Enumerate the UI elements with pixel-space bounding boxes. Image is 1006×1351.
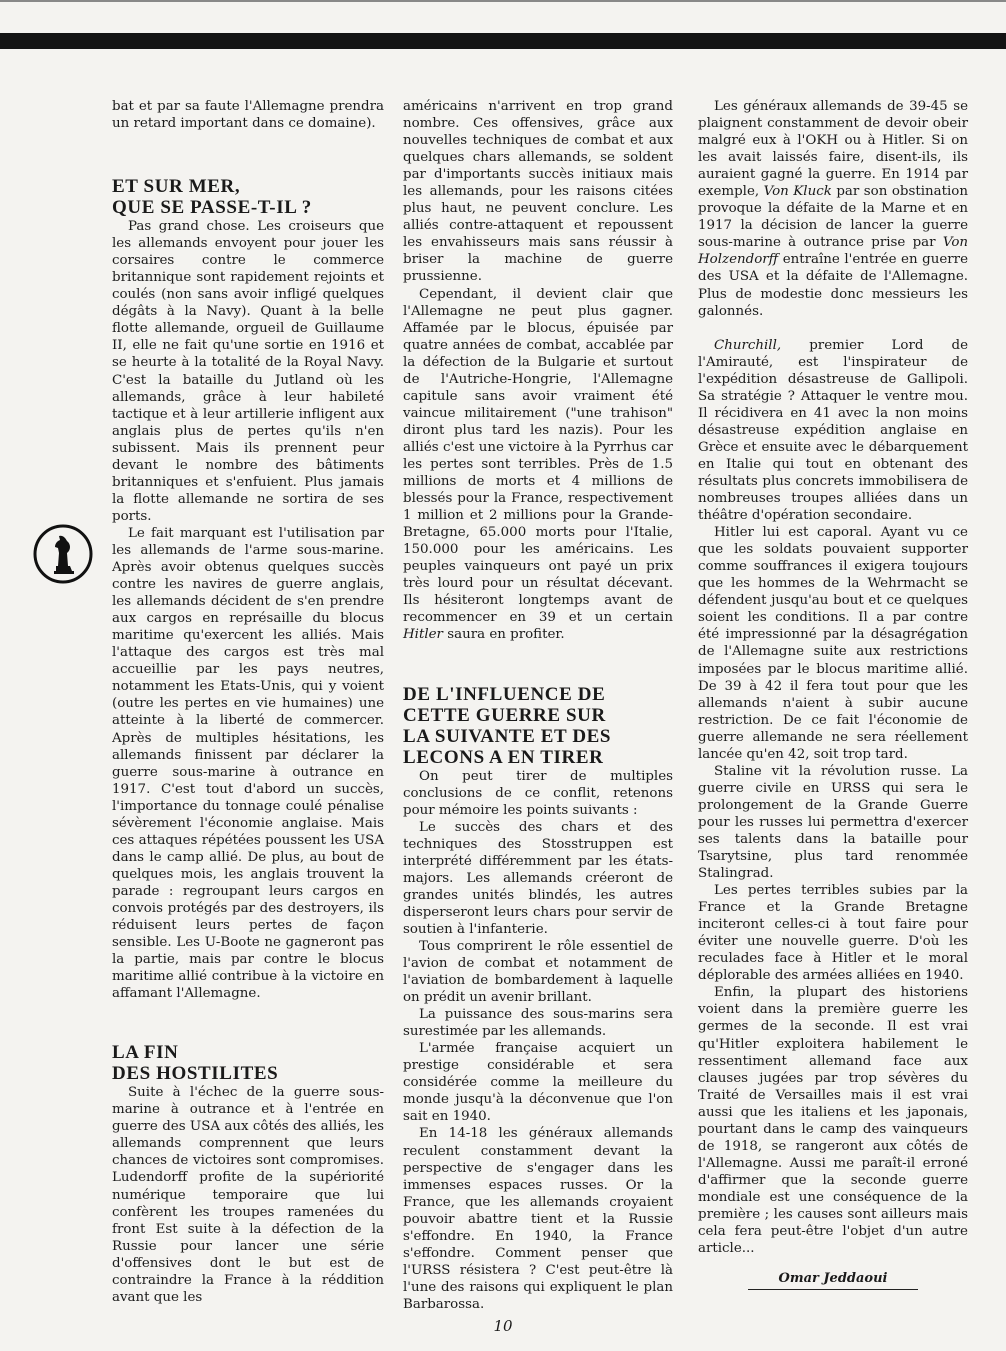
name-von-kluck: Von Kluck (763, 184, 832, 200)
column-middle (403, 98, 673, 1313)
paragraph-sea-1: Pas grand chose. Les croiseurs que les allemands envoyent pour jouer les corsaires contre le commerce britannique sont rapidement rejoints et coulés (non sans avoir infligé quelques dégâts à la Navy). Quant à la belle flotte allemande, orgueil de Guillaume II, elle ne fait qu'une sortie en 1916 et se heurte à la totalité de la Royal Navy. C'est la bataille du Jutland où les allemands, grâce à leur habileté tactique et à leur artillerie infligent aux anglais plus de pertes qu'ils n'en subissent. Mais ils prennent peur devant le nombre des bâtiments britanniques et s'enfuient. Plus jamais la flotte allemande ne sortira de ses ports. (112, 219, 384, 524)
name-churchill: Churchill, (714, 337, 782, 353)
p2-italic-name: Hitler (403, 627, 443, 643)
p2-text: Cependant, il devient clair que l'Allemagne ne peut plus gagner. Affamée par le blocus, épuisée par quatre années de combat, accablée par la défection de la Bulgarie et surtout de l'Autriche-Hongrie, l'Allemagne capitule sans avoir vraiment été vaincue militairement ("une trahison" diront plus tard les nazis). Pour les alliés c'est une victoire à la Pyrrhus car les pertes sont terribles. Près de 1.5 millions de morts et 4 millions de blessés pour la France, respectivement 1 million et 2 millions pour la Grande-Bretagne, 65.000 morts pour l'Italie, 150.000 pour les américains. Les peuples vainqueurs ont payé un prix très lourd pour un résultat décevant. Ils hésiteront longtemps avant de recommencer en 39 et un certain (403, 286, 673, 626)
paragraph-americans: américains n'arrivent en trop grand nombre. Ces offensives, grâce aux nouvelles techniques de combat et aux quelques chars allemands, se soldent par d'importants succès initiaux mais les allemands, pour les raisons citées plus haut, ne peuvent conclure. Les alliés contre-attaquent et repoussent les envahisseurs mais sans réussir à briser la machine de guerre prussienne. (403, 99, 673, 285)
heading-infl-line-2: CETTE GUERRE SUR (403, 704, 606, 726)
generals-text-b: par son obstination provoque la défaite de la Marne et en 1917 la décision de lancer la guerre sous-marine à outrance prise par (698, 184, 968, 251)
heading-infl-line-3: LA SUIVANTE ET DES (403, 725, 612, 747)
signature-rule (748, 1289, 918, 1290)
page-number: 10 (493, 1317, 513, 1335)
paragraph-russia: En 14-18 les généraux allemands reculent constamment devant la perspective de s'engager dans les immenses espaces russes. Or la France, que les allemands croyaient pouvoir abattre tient et la Russie s'effondre. En 1940, la France s'effondre. Comment penser que l'URSS résistera ? C'est peut-être là l'une des raisons qui expliquent le plan Barbarossa. (403, 1126, 673, 1312)
paragraph-staline: Staline vit la révolution russe. La guerre civile en URSS qui sera le prolongement de la Grande Guerre pour les russes lui permettra d'exercer ses talents dans la bataille pour Tsarytsine, plus tard renommée Stalingrad. (698, 763, 968, 882)
paragraph-germany-cannot-win (403, 286, 673, 644)
generals-text-a: Les généraux allemands de 39-45 se plaignent constamment de devoir obeir malgré eux à l'OKH ou à Hitler. Si on les avait laissés faire, disent-ils, ils auraient gagné la guerre. En 1914 par exemple, (698, 99, 968, 200)
knight-emblem-icon (32, 523, 94, 585)
heading-fin-line-2: DES HOSTILITES (112, 1063, 279, 1085)
paragraph-aviation: Tous comprirent le rôle essentiel de l'avion de combat et notamment de l'aviation de bombardement à laquelle on prédit un avenir brillant. (403, 938, 673, 1006)
top-header-bar (0, 33, 1006, 49)
heading-sea (112, 176, 384, 218)
paragraph-historians: Enfin, la plupart des historiens voient dans la première guerre les germes de la seconde. Il est vrai qu'Hitler exploitera habilement le ressentiment allemand face aux clauses jugées par trop sévères du Traité de Versailles mais il est vrai aussi que les italiens et les japonais, pourtant dans le camp des vainqueurs de 1918, se rangeront aux côtés de l'Allemagne. Aussi me paraît-il erroné d'affirmer que la seconde guerre mondiale est une conséquence de la première ; les causes sont ailleurs mais cela fera peut-être l'objet d'un autre article... (698, 985, 968, 1257)
paragraph-french-army: L'armée française acquiert un prestige considérable et sera considérée comme la meilleure du monde jusqu'à la déconvenue que l'on sait en 1940. (403, 1041, 673, 1125)
heading-fin-line-1: LA FIN (112, 1042, 179, 1064)
paragraph-churchill (698, 337, 968, 525)
paragraph-submarines: La puissance des sous-marins sera surestimée par les allemands. (403, 1007, 673, 1040)
p2-end: saura en profiter. (447, 627, 565, 643)
generals-text-c: entraîne l'entrée en guerre des USA et la défaite de l'Allemagne. Plus de modestie donc messieurs les galonnés. (698, 252, 968, 319)
heading-sea-line-2: QUE SE PASSE-T-IL ? (112, 197, 312, 219)
paragraph-conclusions: On peut tirer de multiples conclusions de ce conflit, retenons pour mémoire les points suivants : (403, 768, 673, 818)
column-right (698, 98, 968, 1290)
churchill-text: premier Lord de l'Amirauté, est l'inspirateur de l'expédition désastreuse de Gallipoli. Sa stratégie ? Attaquer le ventre mou. Il récidivera en 41 avec la non moins désastreuse expédition anglaise en Grèce et ensuite avec le débarquement en Italie qui tout en obtenant des résultats plus concrets immobilisera de nombreuses troupes alliées dans un théâtre d'opération secondaire. (698, 337, 969, 524)
column-left (112, 98, 384, 1306)
author-signature: Omar Jeddaoui (778, 1271, 888, 1287)
paragraph-fin-1: Suite à l'échec de la guerre sous-marine à outrance et à l'entrée en guerre des USA aux côtés des alliés, les allemands comprennent que leurs chances de victoires sont compromises. Ludendorff profite de la supériorité numérique temporaire que lui confèrent les troupes ramenées du front Est suite à la défection de la Russie pour lancer une série d'offensives dont le but est de contraindre la France à la réddition avant que les (112, 1085, 384, 1305)
top-hairline (0, 0, 1006, 2)
paragraph-tanks: Le succès des chars et des techniques des Stosstruppen est interprété différemment par les états-majors. Les allemands créeront de grandes unités blindés, les autres disperseront leurs chars pour servir de soutien à l'infanterie. (403, 819, 673, 937)
paragraph-generals (698, 98, 968, 320)
paragraph-hitler: Hitler lui est caporal. Ayant vu ce que les soldats pouvaient supporter comme souffrances il exigera toujours que les hommes de la Wehrmacht se défendent jusqu'au bout et ce quelques soient les conditions. Il a par contre été impressionné par la désagrégation de l'Allemagne suite aux restrictions imposées par le blocus maritime allié. De 39 à 42 il fera tout pour que les allemands n'aient à subir aucune restriction. De ce fait l'économie de guerre allemande ne sera réellement lancée qu'en 42, soit trop tard. (698, 525, 968, 762)
name-von-holzendorff: Von Holzendorff (698, 235, 969, 268)
paragraph-sea-2: Le fait marquant est l'utilisation par les allemands de l'arme sous-marine. Après avoir obtenus quelques succès contre les navires de guerre anglais, les allemands décident de s'en prendre aux cargos en représaille du blocus maritime qu'exercent les alliés. Mais l'attaque des cargos est très mal accueillie par les pays neutres, notamment les Etats-Unis, qui y voient (outre les pertes en vie humaines) une atteinte à la liberté de commercer. Après de multiples hésitations, les allemands finissent par déclarer la guerre sous-marine à outrance en 1917. C'est tout d'abord un succès, l'importance du tonnage coulé pénalise sévèrement l'économie anglaise. Mais ces attaques répétées poussent les USA dans le camp allié. De plus, au bout de quelques mois, les anglais trouvent la parade : regroupant leurs cargos en convois protégés par des destroyers, ils réduisent leurs pertes de façon sensible. Les U-Boote ne gagneront pas la partie, mais par contre le blocus maritime allié contribue à la victoire en affamant l'Allemagne. (112, 525, 384, 1002)
heading-infl-line-4: LECONS A EN TIRER (403, 746, 604, 768)
heading-end-of-hostilities (112, 1042, 384, 1084)
heading-influence (403, 684, 673, 768)
heading-sea-line-1: ET SUR MER, (112, 176, 241, 198)
paragraph-losses: Les pertes terribles subies par la France et la Grande Bretagne inciteront celles-ci à tout faire pour éviter une nouvelle guerre. D'où les reculades face à Hitler et le moral déplorable des armées alliées en 1940. (698, 883, 968, 984)
paragraph-intro: bat et par sa faute l'Allemagne prendra un retard important dans ce domaine). (112, 99, 384, 132)
heading-infl-line-1: DE L'INFLUENCE DE (403, 683, 606, 705)
